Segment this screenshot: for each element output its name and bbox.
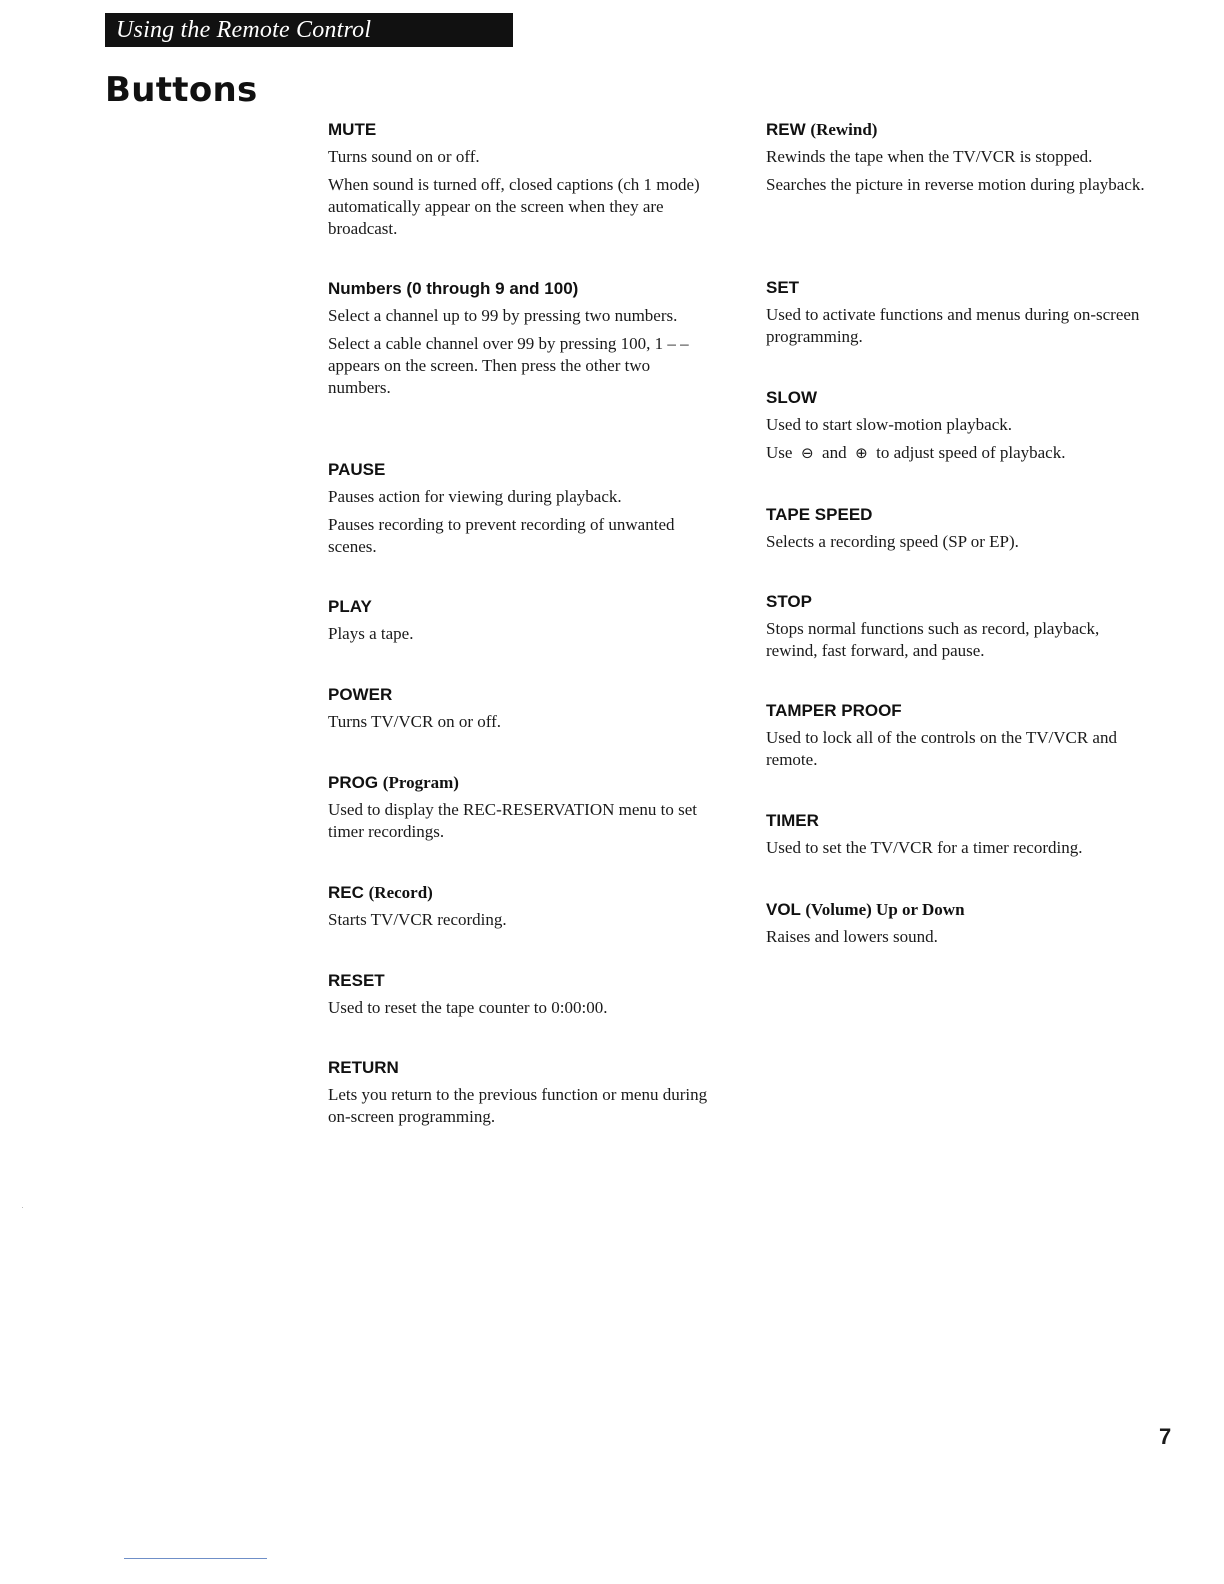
entry-text: Pauses action for viewing during playback. (328, 487, 622, 506)
entry-set (766, 277, 1146, 354)
entry-rew (766, 119, 1146, 202)
margin-mark (22, 1207, 23, 1208)
entry-play (328, 596, 708, 651)
entry-title (766, 899, 1146, 921)
entry-title (328, 882, 708, 904)
entry-vol (766, 899, 1146, 954)
entry-title (766, 119, 1146, 141)
page-number: 7 (1159, 1424, 1172, 1449)
entry-reset (328, 970, 708, 1025)
entry-title-name: REC (328, 883, 364, 902)
entry-text: Raises and lowers sound. (766, 927, 938, 946)
entry-title: TAPE SPEED (766, 505, 873, 524)
entry-text: Used to display the REC-RESERVATION menu to set timer recordings. (328, 800, 698, 841)
entry-text: Stops normal functions such as record, playback, rewind, fast forward, and pause. (766, 619, 1100, 660)
entry-text: Starts TV/VCR recording. (328, 910, 507, 929)
entry-mute (328, 119, 708, 246)
entry-text: Select a cable channel over 99 by pressing 100, 1 – – appears on the screen. Then press the other two numbers. (328, 334, 689, 397)
entry-title: PLAY (328, 597, 372, 616)
entry-title-suffix: (Rewind) (810, 120, 878, 139)
entry-title: POWER (328, 685, 393, 704)
entry-text: Used to lock all of the controls on the TV/VCR and remote. (766, 728, 1117, 769)
entry-numbers (328, 278, 708, 405)
footer-rule (124, 1558, 267, 1559)
page-title: Buttons (105, 70, 258, 110)
entry-title-name: REW (766, 120, 806, 139)
entry-title-name: VOL (766, 900, 801, 919)
entry-text: Used to start slow-motion playback. (766, 415, 1012, 434)
entry-text: Used to set the TV/VCR for a timer recording. (766, 838, 1083, 857)
plus-circle-icon: ⊕ (855, 444, 868, 462)
section-header-label: Using the Remote Control (116, 16, 372, 43)
entry-prog (328, 772, 708, 849)
entry-text: Used to activate functions and menus during on-screen programming. (766, 305, 1140, 346)
entry-title: PAUSE (328, 460, 386, 479)
entry-title: MUTE (328, 120, 377, 139)
entry-text: Pauses recording to prevent recording of unwanted scenes. (328, 515, 675, 556)
entry-title: SET (766, 278, 800, 297)
entry-title-suffix: (Record) (368, 883, 433, 902)
entry-title: Numbers (0 through 9 and 100) (328, 279, 579, 298)
entry-return (328, 1057, 708, 1134)
entry-title-suffix: (Program) (382, 773, 459, 792)
entry-text: Plays a tape. (328, 624, 414, 643)
entry-power (328, 684, 708, 739)
entry-title-name: PROG (328, 773, 379, 792)
entry-slow (766, 387, 1146, 470)
entry-text: Lets you return to the previous function or menu during on-screen programming. (328, 1085, 708, 1126)
section-header-bar (105, 13, 513, 47)
entry-tape-speed (766, 504, 1146, 559)
minus-circle-icon: ⊖ (800, 444, 814, 462)
entry-text: When sound is turned off, closed captions (ch 1 mode) automatically appear on the screen when they are broadcast. (328, 175, 700, 238)
entry-text: Searches the picture in reverse motion during playback. (766, 175, 1145, 194)
entry-text: Turns sound on or off. (328, 147, 480, 166)
entry-title: SLOW (766, 388, 817, 407)
entry-title: RETURN (328, 1058, 399, 1077)
entry-title: TAMPER PROOF (766, 701, 902, 720)
entry-text: Selects a recording speed (SP or EP). (766, 532, 1019, 551)
entry-title: STOP (766, 592, 812, 611)
entry-stop (766, 591, 1146, 668)
entry-pause (328, 459, 708, 564)
entry-title: RESET (328, 971, 385, 990)
entry-title (328, 772, 708, 794)
entry-text: Used to reset the tape counter to 0:00:00. (328, 998, 608, 1017)
entry-timer (766, 810, 1146, 865)
entry-text-speed: Use ⊖ and ⊕ to adjust speed of playback. (766, 443, 1066, 462)
entry-text: Select a channel up to 99 by pressing two numbers. (328, 306, 678, 325)
entry-tamper-proof (766, 700, 1146, 777)
entry-rec (328, 882, 708, 937)
entry-text: Turns TV/VCR on or off. (328, 712, 502, 731)
entry-title: TIMER (766, 811, 819, 830)
entry-title-suffix: (Volume) Up or Down (805, 900, 965, 919)
entry-text: Rewinds the tape when the TV/VCR is stopped. (766, 147, 1093, 166)
